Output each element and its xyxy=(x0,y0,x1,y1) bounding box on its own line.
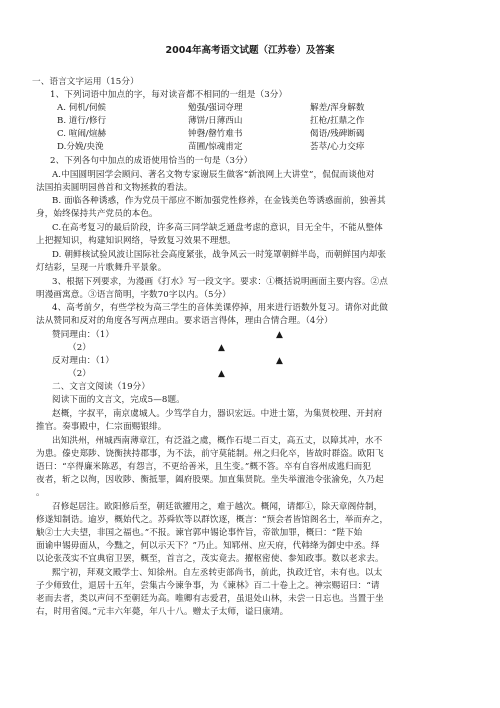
q1-option-d-2: 苗圃/惊魂甫定 xyxy=(188,142,243,152)
q2-option-a-line1: A.中国圆明园学会顾问、著名文物专家谢辰生做客“新浪网上大讲堂”，侃侃而谈他对 xyxy=(52,170,375,180)
oppose-reason-1: 反对理由：（1） xyxy=(52,356,115,366)
q2-option-a-line2: 法国拍卖圆明园兽首和文物拯救的看法。 xyxy=(36,183,193,193)
agree-reason-2: （2） xyxy=(68,343,91,353)
question-4-line2: 法从赞同和反对的角度各写两点理由。要求语言得体，理由合情合理。（4分） xyxy=(36,316,333,326)
q2-option-d-line2: 灯结彩，呈现一片歌舞升平景象。 xyxy=(36,263,167,273)
q2-option-d-line1: D. 朝鲜核试验风波让国际社会高度紧张，战争风云一时笼罩朝鲜半岛，而朝鲜国内却张 xyxy=(52,250,387,260)
passage-p2-line: 觖②士大夫望，非国之福也。”不报。谏官郭申锡论事忤旨，帝欲加罪，概曰：“陛下始 xyxy=(36,528,363,538)
q2-option-b-line1: B. 面临各种诱惑，作为党员干部应不断加强党性修养，在金钱美色等诱惑面前，独善其 xyxy=(52,196,386,206)
q1-option-d-3: 荟萃/心力交瘁 xyxy=(310,142,365,152)
answer-blank-marker: ▲ xyxy=(218,369,225,379)
passage-p1-line: 。 xyxy=(36,488,45,498)
q1-option-b-2: 薄饼/日薄西山 xyxy=(188,116,243,126)
passage-p3-line: 熙宁初，拜观文殿学士、知徐州。自左丞转吏部尚书，前此，执政迁官，未有也。以太 xyxy=(52,568,383,578)
page-title: 2004年高考语文试题（江苏卷）及答案 xyxy=(165,45,335,56)
q1-option-a-2: 勉强/强词夺理 xyxy=(188,103,243,113)
q2-option-c-line1: C.在高考复习的最后阶段，许多高三同学缺乏通盘考虑的意识，目无全牛，不能从整体 xyxy=(52,223,383,233)
q1-option-c: C. 喧闹/煊赫 xyxy=(57,129,107,139)
q1-option-b: B. 道行/修行 xyxy=(57,116,107,126)
answer-blank-marker: ▲ xyxy=(218,343,225,353)
q1-option-a-3: 解差/浑身解数 xyxy=(310,103,365,113)
q1-option-c-2: 钟磬/罄竹难书 xyxy=(188,129,243,139)
passage-p1-line: 为患。傣史郑陟、饶衡挟持郡事，为不法，前守莫能制。州之归化卒，皆故时群盗。欧阳飞 xyxy=(36,449,384,459)
passage-p2-line: 面谕申锡毋面从，今黜之，何以示天下？”乃止。知郓州、应天府，代韩绛为御史中丞。绎 xyxy=(36,541,380,551)
passage-p3-line: 子少师致仕，退居十五年，尝集古今谏争事，为《谏林》百二十卷上之。神宗赐诏曰：“请 xyxy=(36,581,380,591)
passage-p1-line: 出知洪州，州城西南薄章江，有泛溢之虞，概作石堤二百丈，高五丈，以障其冲，水不 xyxy=(52,436,383,446)
passage-p1-line: 夜者，斩之以徇，因收陟、衡抵罪，阖府股栗。加直集贤院。坐失举澶池令张渝免，久乃起 xyxy=(36,475,384,485)
question-1: 1、下列词语中加点的字，每对读音都不相同的一组是（3分） xyxy=(50,90,288,100)
question-2: 2、下列各句中加点的成语使用恰当的一句是（3分） xyxy=(50,156,253,166)
passage-p1-line: 赵概，字叔平，南京虞城人。少笃学自力，器识宏远。中进士第，为集贤校理、开封府 xyxy=(52,409,383,419)
section-1-heading: 一、语言文字运用（15分） xyxy=(32,77,139,87)
q1-option-b-3: 扛枪/扛鼎之作 xyxy=(310,116,365,126)
q1-option-d: D.分娩/央浼 xyxy=(57,142,104,152)
q2-option-c-line2: 上把握知识，构建知识网络，导致复习效果不理想。 xyxy=(36,236,236,246)
passage-p1-line: 语曰：“卒得廉米陈恶，有怨言，不更给善米，且生变。”概不答。卒有自容州成逃归而犯 xyxy=(36,462,372,472)
passage-p2-line: 以论张茂实不宜典宿卫罢，概至，首言之，茂实竟去。擢枢密使、参知政事。数以老求去。 xyxy=(36,554,384,564)
question-4-line1: 4、高考前夕，有些学校为高三学生的音体美课停掉，用来进行语数外复习。请你对此做 xyxy=(52,303,388,313)
question-3-line1: 3、根据下列要求，为漫画《打水》写一段文字。要求：①概括说明画面主要内容。②点 xyxy=(52,277,388,287)
question-3-line2: 明漫画寓意。③语言简明，字数70字以内。（5分） xyxy=(36,290,231,300)
passage-p2-line: 修遂知制诰。逾岁，概始代之。苏舜钦等以群饮逐，概言：“预会者皆馆阁名士，举而弃之， xyxy=(36,515,389,525)
passage-p2-line: 召修起居注。欧阳修后至，朝廷欲擢用之，难于越次。概闻，请都①，除天章阁侍制， xyxy=(52,502,383,512)
passage-p1-line: 推官。奏事殿中，仁宗面赐银绯。 xyxy=(36,422,167,432)
passage-p3-line: 老而去者，类以声问不至朝廷为高。唯卿有志爱君，虽退处山林，未尝一日忘也。当置于坐 xyxy=(36,594,384,604)
answer-blank-marker: ▲ xyxy=(276,356,283,366)
q1-option-c-3: 偈语/残碑断碣 xyxy=(310,129,365,139)
q1-option-a: A. 伺机/伺候 xyxy=(57,103,106,113)
oppose-reason-2: （2） xyxy=(68,369,91,379)
reading-instruction: 阅读下面的文言文，完成5—8题。 xyxy=(52,395,185,405)
q2-option-b-line2: 身，始终保持共产党员的本色。 xyxy=(36,209,158,219)
passage-p3-line: 右，时用省阅。”元丰六年薨，年八十八。赠太子太师，谥曰康靖。 xyxy=(36,607,289,617)
section-2-heading: 二、文言文阅读（19分） xyxy=(52,382,151,392)
answer-blank-marker: ▲ xyxy=(276,330,283,340)
agree-reason-1: 赞同理由：（1） xyxy=(52,330,115,340)
